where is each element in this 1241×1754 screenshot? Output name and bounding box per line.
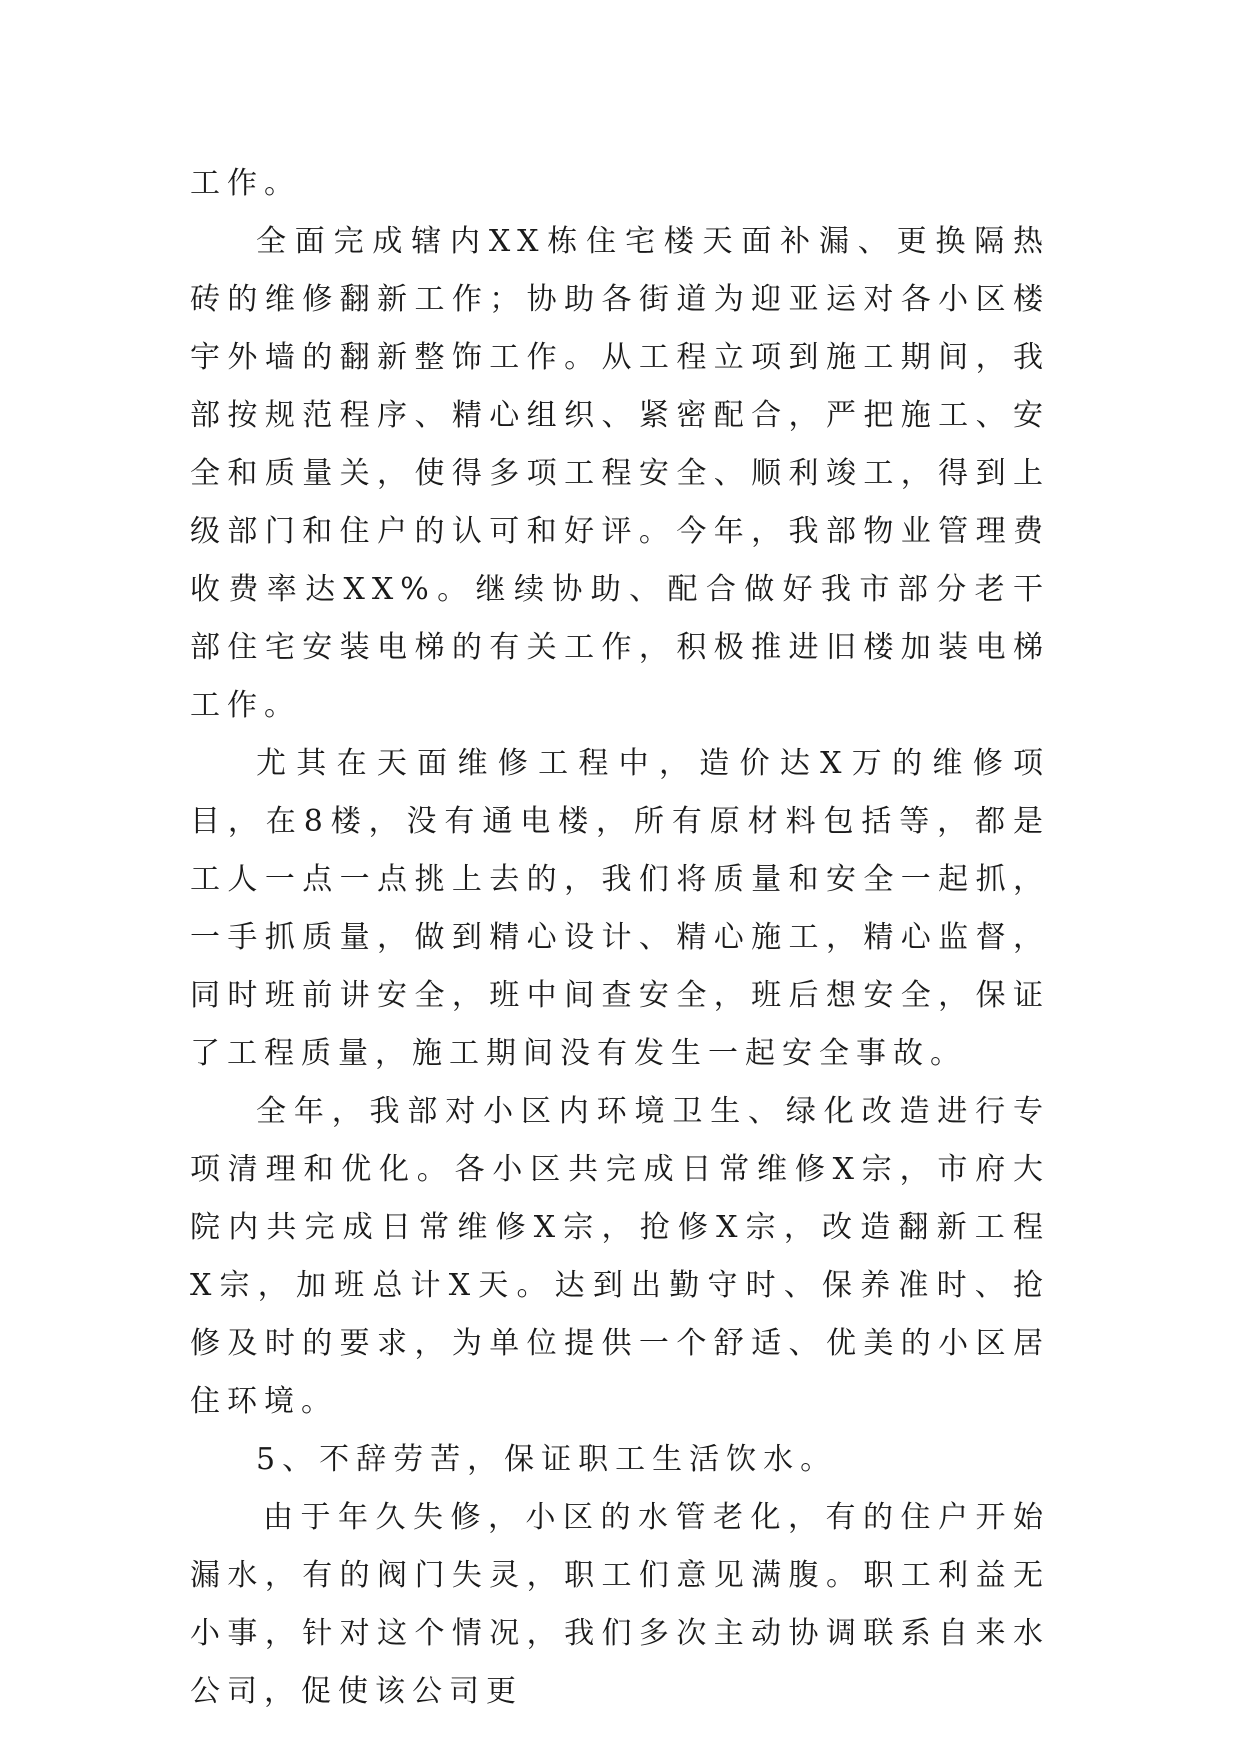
paragraph-water-pipes: 由于年久失修，小区的水管老化，有的住户开始漏水，有的阀门失灵，职工们意见满腹。职工利益无小事，针对这个情况，我们多次主动协调联系自来水公司，促使该公司更 — [190, 1500, 1050, 1709]
section-heading-water: 5、不辞劳苦，保证职工生活饮水。 — [256, 1442, 838, 1477]
document-body — [190, 155, 1050, 1721]
paragraph-environment: 全年，我部对小区内环境卫生、绿化改造进行专项清理和优化。各小区共完成日常维修X宗，市府大院内共完成日常维修X宗，抢修X宗，改造翻新工程X宗，加班总计X天。达到出勤守时、保养准时、抢修及时的要求，为单位提供一个舒适、优美的小区居住环境。 — [190, 1094, 1050, 1419]
paragraph-continuation: 工作。 — [190, 166, 301, 201]
paragraph-roof-project: 尤其在天面维修工程中，造价达X万的维修项目，在8楼，没有通电楼，所有原材料包括等，都是工人一点一点挑上去的，我们将质量和安全一起抓，一手抓质量，做到精心设计、精心施工，精心监督，同时班前讲安全，班中间查安全，班后想安全，保证了工程质量，施工期间没有发生一起安全事故。 — [190, 746, 1050, 1071]
paragraph-roof-repair: 全面完成辖内XX栋住宅楼天面补漏、更换隔热砖的维修翻新工作；协助各街道为迎亚运对各小区楼宇外墙的翻新整饰工作。从工程立项到施工期间，我部按规范程序、精心组织、紧密配合，严把施工、安全和质量关，使得多项工程安全、顺利竣工，得到上级部门和住户的认可和好评。今年，我部物业管理费收费率达XX%。继续协助、配合做好我市部分老干部住宅安装电梯的有关工作，积极推进旧楼加装电梯工作。 — [190, 224, 1050, 723]
